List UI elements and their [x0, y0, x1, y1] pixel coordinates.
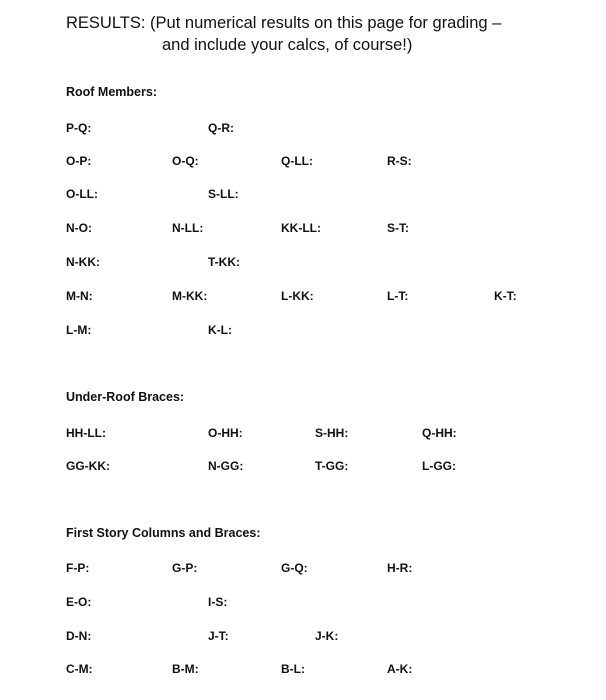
label-t-kk: T-KK: — [208, 255, 240, 269]
label-d-n: D-N: — [66, 629, 92, 643]
label-b-m: B-M: — [172, 662, 199, 676]
label-q-r: Q-R: — [208, 121, 234, 135]
label-p-q: P-Q: — [66, 121, 92, 135]
label-n-gg: N-GG: — [208, 459, 244, 473]
label-r-s: R-S: — [387, 154, 412, 168]
label-o-hh: O-HH: — [208, 426, 243, 440]
label-c-m: C-M: — [66, 662, 93, 676]
section-title-roof-members: Roof Members: — [66, 85, 157, 99]
label-o-ll: O-LL: — [66, 187, 98, 201]
label-m-n: M-N: — [66, 289, 93, 303]
label-m-kk: M-KK: — [172, 289, 208, 303]
section-title-under-roof-braces: Under-Roof Braces: — [66, 390, 185, 404]
label-l-t: L-T: — [387, 289, 409, 303]
label-a-k: A-K: — [387, 662, 413, 676]
results-header — [66, 12, 501, 56]
label-hh-ll: HH-LL: — [66, 426, 106, 440]
label-g-p: G-P: — [172, 561, 198, 575]
label-n-ll: N-LL: — [172, 221, 204, 235]
label-h-r: H-R: — [387, 561, 413, 575]
header-line-2: and include your calcs, of course!) — [162, 36, 413, 54]
label-kk-ll: KK-LL: — [281, 221, 321, 235]
label-l-m: L-M: — [66, 323, 92, 337]
label-gg-kk: GG-KK: — [66, 459, 110, 473]
label-i-s: I-S: — [208, 595, 228, 609]
label-l-gg: L-GG: — [422, 459, 456, 473]
label-s-ll: S-LL: — [208, 187, 239, 201]
label-l-kk: L-KK: — [281, 289, 314, 303]
label-j-t: J-T: — [208, 629, 229, 643]
label-s-t: S-T: — [387, 221, 409, 235]
label-n-o: N-O: — [66, 221, 92, 235]
label-e-o: E-O: — [66, 595, 92, 609]
label-j-k: J-K: — [315, 629, 339, 643]
label-k-l: K-L: — [208, 323, 232, 337]
label-f-p: F-P: — [66, 561, 90, 575]
label-b-l: B-L: — [281, 662, 305, 676]
label-q-hh: Q-HH: — [422, 426, 457, 440]
section-title-first-story: First Story Columns and Braces: — [66, 526, 261, 540]
header-line-1: RESULTS: (Put numerical results on this page for grading – — [66, 14, 502, 32]
label-s-hh: S-HH: — [315, 426, 349, 440]
label-k-t: K-T: — [494, 289, 517, 303]
label-t-gg: T-GG: — [315, 459, 349, 473]
label-n-kk: N-KK: — [66, 255, 100, 269]
label-o-p: O-P: — [66, 154, 92, 168]
label-o-q: O-Q: — [172, 154, 199, 168]
label-g-q: G-Q: — [281, 561, 308, 575]
label-q-ll: Q-LL: — [281, 154, 313, 168]
